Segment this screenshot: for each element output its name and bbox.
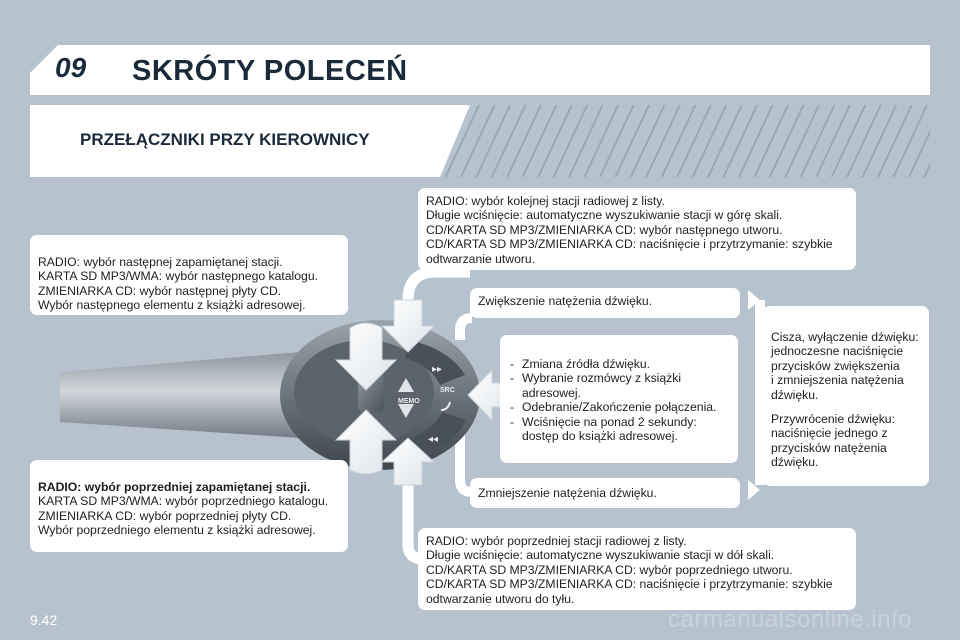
box-line: RADIO: wybór poprzedniej stacji radiowej z listy. bbox=[426, 534, 687, 548]
box-line: przycisków natężenia bbox=[771, 440, 887, 455]
memo-label: MEMO bbox=[398, 398, 420, 405]
connector-volup bbox=[460, 318, 472, 340]
source-phone-list bbox=[508, 357, 730, 443]
prev-icon: ◂◂ bbox=[428, 434, 439, 445]
box-next-preset bbox=[30, 235, 348, 315]
box-line: Cisza, wyłączenie dźwięku: bbox=[771, 330, 919, 344]
box-line: Przywrócenie dźwięku: bbox=[771, 412, 895, 427]
box-line: KARTA SD MP3/WMA: wybór poprzedniego katalogu. bbox=[38, 494, 329, 509]
list-item: - Odebranie/Zakończenie połączenia. bbox=[508, 400, 730, 414]
box-line: ZMIENIARKA CD: wybór poprzedniej płyty CD. bbox=[38, 508, 292, 523]
box-line: Długie wciśnięcie: automatyczne wyszukiwanie stacji w górę skali. bbox=[426, 208, 783, 223]
box-line: Zmniejszenie natężenia dźwięku. bbox=[478, 486, 657, 500]
box-volume-up bbox=[470, 288, 740, 318]
box-prev-preset bbox=[30, 460, 348, 552]
stalk-shaft bbox=[60, 352, 300, 438]
list-item: - Wybranie rozmówcy z książki adresowej. bbox=[508, 371, 730, 400]
box-line: naciśnięcie jednego z bbox=[771, 426, 888, 441]
chapter-number: 09 bbox=[55, 52, 87, 83]
box-line: odtwarzanie utworu. bbox=[426, 251, 536, 266]
watermark: carmanualsonline.info bbox=[668, 606, 912, 633]
box-line: Zwiększenie natężenia dźwięku. bbox=[478, 294, 653, 308]
page-title: SKRÓTY POLECEŃ bbox=[132, 55, 408, 87]
src-label: SRC bbox=[440, 387, 455, 394]
box-line: dźwięku. bbox=[771, 387, 819, 402]
section-subtitle: PRZEŁĄCZNIKI PRZY KIEROWNICY bbox=[80, 130, 370, 149]
box-next-station bbox=[418, 188, 856, 270]
box-line: odtwarzanie utworu do tyłu. bbox=[426, 591, 575, 606]
box-line: CD/KARTA SD MP3/ZMIENIARKA CD: wybór poprzedniego utworu. bbox=[426, 562, 793, 577]
box-line: jednoczesne naciśnięcie bbox=[771, 344, 904, 359]
box-prev-station bbox=[418, 528, 856, 610]
box-line: RADIO: wybór kolejnej stacji radiowej z listy. bbox=[426, 194, 665, 208]
box-source-phone bbox=[500, 335, 738, 463]
box-line: RADIO: wybór poprzedniej zapamiętanej stacji. bbox=[38, 480, 311, 494]
box-mute bbox=[763, 306, 929, 486]
box-volume-down bbox=[470, 478, 740, 508]
box-line: dźwięku. bbox=[771, 455, 819, 470]
box-line: CD/KARTA SD MP3/ZMIENIARKA CD: naciśnięcie i przytrzymanie: szybkie bbox=[426, 237, 833, 252]
box-line: RADIO: wybór następnej zapamiętanej stacji. bbox=[38, 255, 283, 269]
next-icon: ▸▸ bbox=[432, 364, 443, 375]
box-line: ZMIENIARKA CD: wybór następnej płyty CD. bbox=[38, 283, 282, 298]
box-line: CD/KARTA SD MP3/ZMIENIARKA CD: wybór następnego utworu. bbox=[426, 222, 783, 237]
list-item: - Zmiana źródła dźwięku. bbox=[508, 357, 730, 371]
page-number: 9.42 bbox=[30, 612, 58, 628]
box-line: Długie wciśnięcie: automatyczne wyszukiwanie stacji w dół skali. bbox=[426, 548, 775, 563]
box-line: przycisków zwiększenia bbox=[771, 358, 900, 373]
box-line: Wybór poprzedniego elementu z książki adresowej. bbox=[38, 523, 316, 538]
box-line: Wybór następnego elementu z książki adresowej. bbox=[38, 298, 306, 313]
box-line: i zmniejszenia natężenia bbox=[771, 373, 904, 388]
list-item: - Wciśnięcie na ponad 2 sekundy: dostęp do książki adresowej. bbox=[508, 415, 730, 444]
box-line: KARTA SD MP3/WMA: wybór następnego katalogu. bbox=[38, 269, 318, 284]
box-line: CD/KARTA SD MP3/ZMIENIARKA CD: naciśnięcie i przytrzymanie: szybkie bbox=[426, 577, 833, 592]
